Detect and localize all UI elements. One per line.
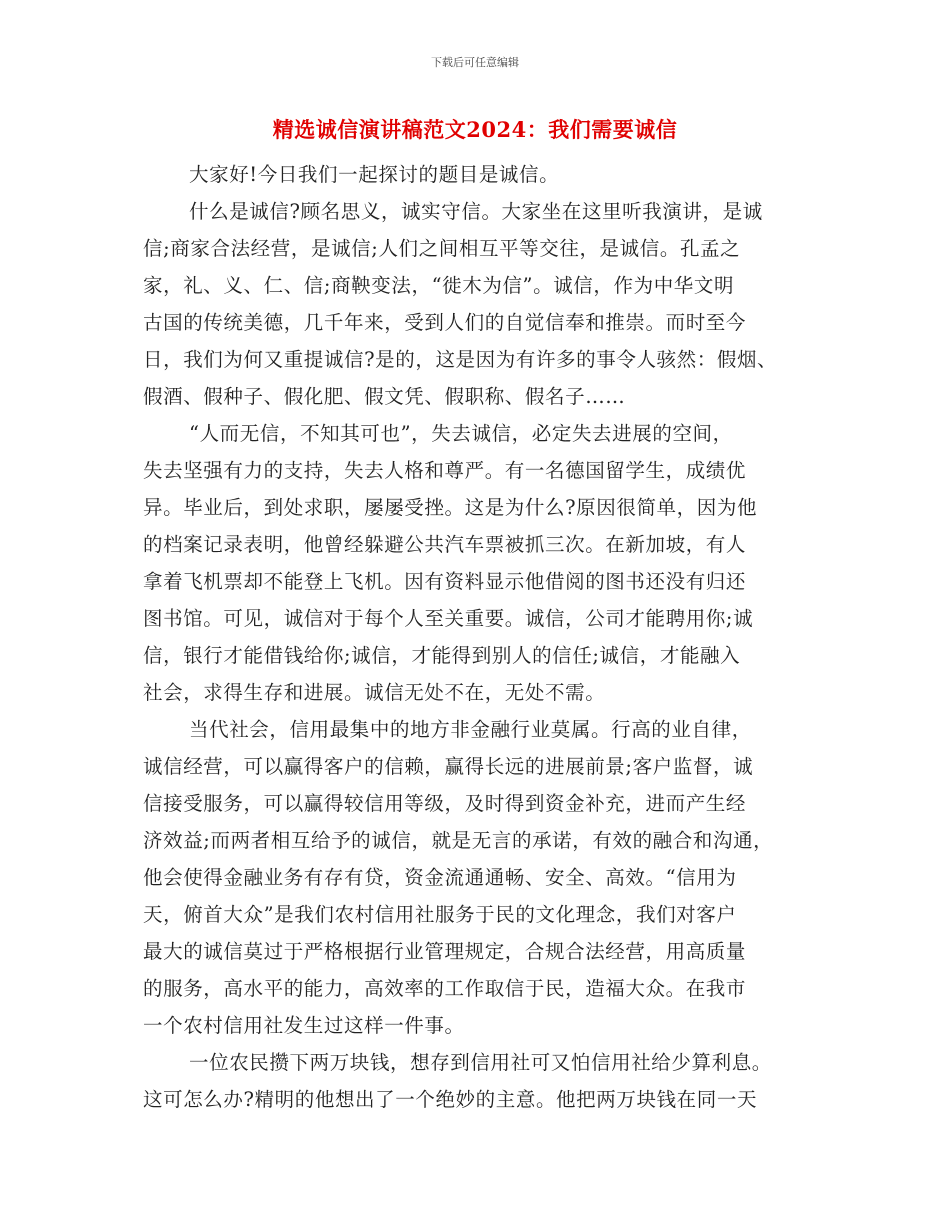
paragraph-2-line-5: 日，我们为何又重提诚信?是的，这是因为有许多的事令人骇然：假烟、 [143, 348, 778, 371]
paragraph-4-line-1: 当代社会，信用最集中的地方非金融行业莫属。行高的业自律， [189, 718, 752, 741]
paragraph-3-line-8: 社会，求得生存和进展。诚信无处不在，无处不需。 [143, 681, 606, 704]
page-header: 下载后可任意编辑 [431, 56, 519, 69]
paragraph-4-line-5: 他会使得金融业务有存有贷，资金流通通畅、安全、高效。“信用为 [143, 866, 737, 889]
paragraph-1-line-1: 大家好!今日我们一起探讨的题目是诚信。 [189, 163, 560, 186]
paragraph-4-line-9: 一个农村信用社发生过这样一件事。 [143, 1014, 465, 1037]
document-title: 精选诚信演讲稿范文2024：我们需要诚信 [272, 117, 678, 142]
paragraph-3-line-4: 的档案记录表明，他曾经躲避公共汽车票被抓三次。在新加坡，有人 [143, 533, 747, 556]
paragraph-4-line-2: 诚信经营，可以赢得客户的信赖，赢得长远的进展前景;客户监督，诚 [143, 755, 754, 778]
paragraph-4-line-6: 天，俯首大众”是我们农村信用社服务于民的文化理念，我们对客户 [143, 903, 737, 926]
paragraph-2-line-1: 什么是诚信?顾名思义，诚实守信。大家坐在这里听我演讲，是诚 [189, 200, 763, 223]
paragraph-3-line-7: 信，银行才能借钱给你;诚信，才能得到别人的信任;诚信，才能融入 [143, 644, 741, 667]
paragraph-2-line-4: 古国的传统美德，几千年来，受到人们的自觉信奉和推崇。而时至今 [143, 311, 747, 334]
paragraph-3-line-3: 异。毕业后，到处求职，屡屡受挫。这是为什么?原因很简单，因为他 [143, 496, 758, 519]
paragraph-3-line-6: 图书馆。可见，诚信对于每个人至关重要。诚信，公司才能聘用你;诚 [143, 607, 754, 630]
paragraph-3-line-2: 失去坚强有力的支持，失去人格和尊严。有一名德国留学生，成绩优 [143, 459, 747, 482]
paragraph-2-line-2: 信;商家合法经营，是诚信;人们之间相互平等交往，是诚信。孔孟之 [143, 237, 741, 260]
paragraph-2-line-6: 假酒、假种子、假化肥、假文凭、假职称、假名子…… [143, 385, 626, 408]
paragraph-4-line-3: 信接受服务，可以赢得较信用等级，及时得到资金补充，进而产生经 [143, 792, 747, 815]
paragraph-5-line-1: 一位农民攒下两万块钱，想存到信用社可又怕信用社给少算利息。 [189, 1051, 772, 1074]
paragraph-5-line-2: 这可怎么办?精明的他想出了一个绝妙的主意。他把两万块钱在同一天 [143, 1088, 758, 1111]
paragraph-4-line-7: 最大的诚信莫过于严格根据行业管理规定，合规合法经营，用高质量 [143, 940, 747, 963]
paragraph-2-line-3: 家，礼、义、仁、信;商鞅变法，“徙木为信”。诚信，作为中华文明 [143, 274, 735, 297]
paragraph-3-line-1: “人而无信，不知其可也”，失去诚信，必定失去进展的空间， [189, 422, 733, 445]
paragraph-3-line-5: 拿着飞机票却不能登上飞机。因有资料显示他借阅的图书还没有归还 [143, 570, 747, 593]
document-body [143, 156, 823, 1118]
paragraph-4-line-8: 的服务，高水平的能力，高效率的工作取信于民，造福大众。在我市 [143, 977, 747, 1000]
paragraph-4-line-4: 济效益;而两者相互给予的诚信，就是无言的承诺，有效的融合和沟通， [143, 829, 774, 852]
